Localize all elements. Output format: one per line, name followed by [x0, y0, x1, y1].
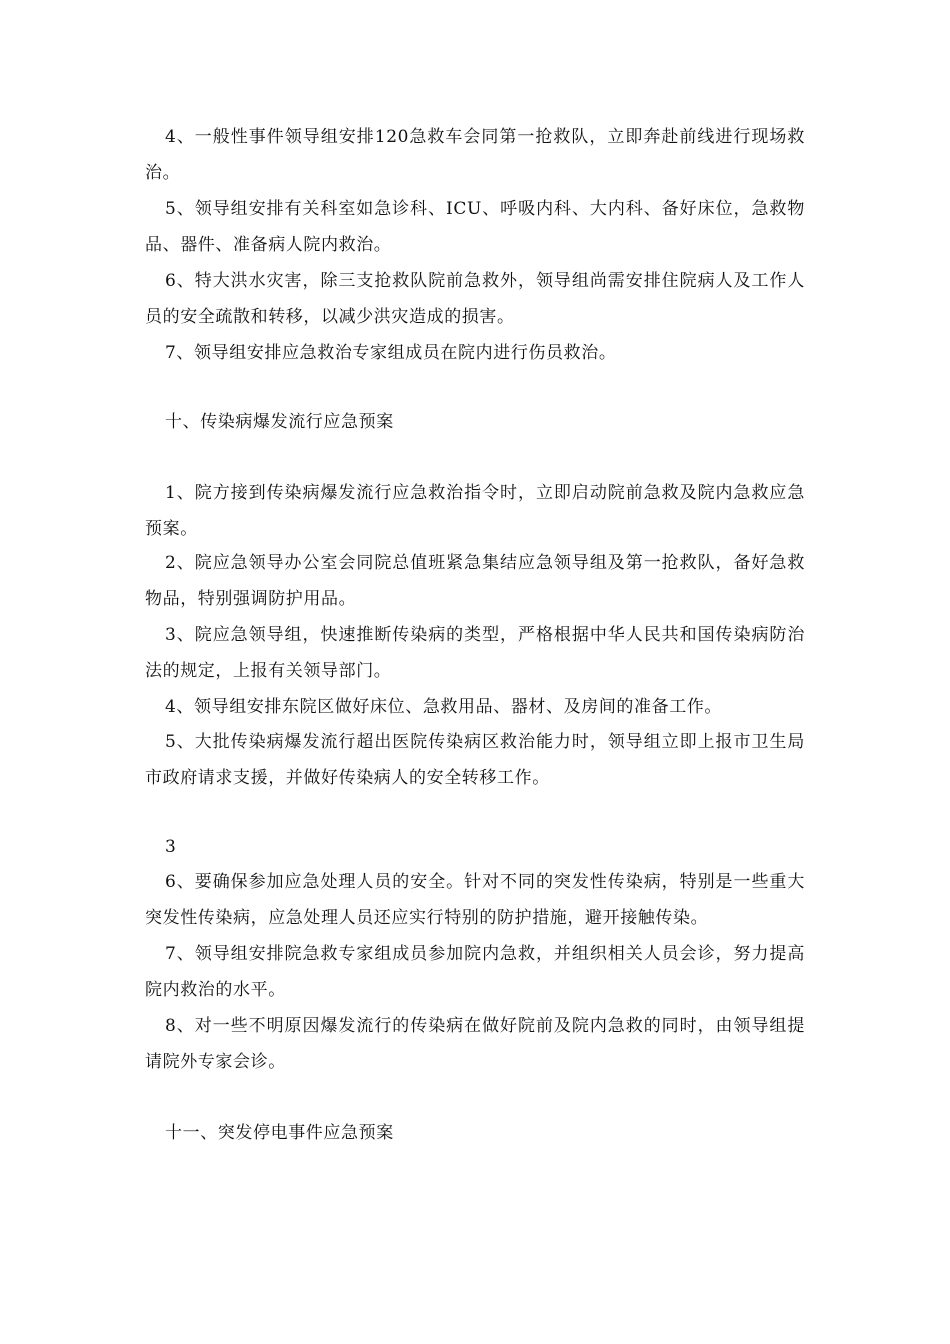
paragraph-ten-7: 7、领导组安排院急救专家组成员参加院内急救，并组织相关人员会诊，努力提高院内救治的水平。 — [145, 944, 805, 1000]
paragraph-ten-6: 6、要确保参加应急处理人员的安全。针对不同的突发性传染病，特别是一些重大突发性传染病，应急处理人员还应实行特别的防护措施，避开接触传染。 — [145, 872, 805, 928]
paragraph-ten-4: 4、领导组安排东院区做好床位、急救用品、器材、及房间的准备工作。 — [165, 697, 723, 717]
paragraph-prev-6: 6、特大洪水灾害，除三支抢救队院前急救外，领导组尚需安排住院病人及工作人员的安全疏散和转移，以减少洪灾造成的损害。 — [145, 271, 805, 327]
paragraph-ten-8: 8、对一些不明原因爆发流行的传染病在做好院前及院内急救的同时，由领导组提请院外专家会诊。 — [145, 1016, 805, 1072]
paragraph-ten-5: 5、大批传染病爆发流行超出医院传染病区救治能力时，领导组立即上报市卫生局市政府请求支援，并做好传染病人的安全转移工作。 — [145, 732, 805, 788]
page-number: 3 — [165, 837, 177, 857]
paragraph-ten-2: 2、院应急领导办公室会同院总值班紧急集结应急领导组及第一抢救队，备好急救物品，特别强调防护用品。 — [145, 553, 805, 609]
paragraph-prev-7: 7、领导组安排应急救治专家组成员在院内进行伤员救治。 — [165, 343, 617, 363]
paragraph-prev-5: 5、领导组安排有关科室如急诊科、ICU、呼吸内科、大内科、备好床位，急救物品、器件、准备病人院内救治。 — [145, 199, 805, 255]
section-heading-ten: 十、传染病爆发流行应急预案 — [165, 412, 394, 432]
paragraph-ten-3: 3、院应急领导组，快速推断传染病的类型，严格根据中华人民共和国传染病防治法的规定，上报有关领导部门。 — [145, 625, 805, 681]
paragraph-prev-4: 4、一般性事件领导组安排120急救车会同第一抢救队，立即奔赴前线进行现场救治。 — [145, 127, 805, 183]
section-heading-eleven: 十一、突发停电事件应急预案 — [165, 1123, 394, 1143]
paragraph-ten-1: 1、院方接到传染病爆发流行应急救治指令时，立即启动院前急救及院内急救应急预案。 — [145, 483, 805, 539]
